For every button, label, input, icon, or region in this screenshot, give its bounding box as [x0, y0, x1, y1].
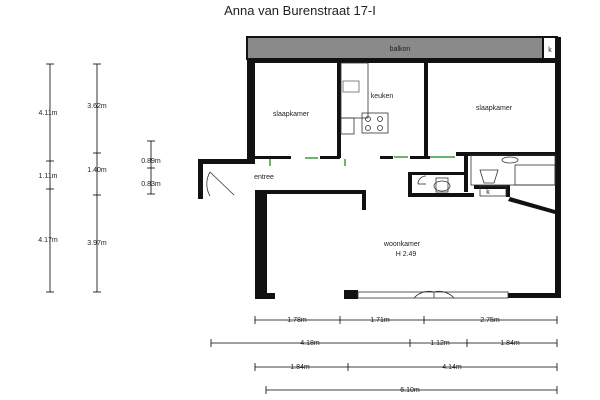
diagonal-wall	[508, 197, 555, 214]
room-label-entree: entree	[254, 174, 274, 181]
inner-walls	[255, 59, 556, 210]
room-label-balkon: balkon	[389, 46, 411, 53]
dim-row2-1: 4.18m	[300, 340, 320, 347]
storage-label-top: k	[548, 47, 552, 54]
dim-inner-1: 3.62m	[87, 103, 107, 110]
dim-row1-2: 1.71m	[370, 317, 390, 324]
dim-row3-1: 1.84m	[290, 364, 310, 371]
horizontal-dimension-lines	[211, 316, 557, 394]
dim-inner-2: 1.40m	[87, 167, 107, 174]
dim-row1-3: 2.75m	[480, 317, 500, 324]
dim-inner-3: 3.97m	[87, 240, 107, 247]
room-label-slaapkamer-left: slaapkamer	[272, 111, 310, 118]
dim-small-2: 0.83m	[141, 181, 161, 188]
outer-walls	[198, 37, 561, 299]
room-label-keuken: keuken	[370, 93, 394, 100]
vertical-dimension-inner	[93, 64, 101, 292]
dim-row3-2: 4.14m	[442, 364, 462, 371]
room-label-woonkamer: woonkamer	[383, 241, 421, 248]
room-height-label: H 2.49	[395, 251, 417, 258]
dim-outer-3: 4.17m	[38, 237, 58, 244]
dim-row2-2: 1.12m	[430, 340, 450, 347]
woonkamer-windows	[358, 291, 508, 298]
dim-row4-1: 6.10m	[400, 387, 420, 394]
storage-label-bottom: k	[486, 189, 490, 196]
dim-row2-3: 1.84m	[500, 340, 520, 347]
room-label-slaapkamer-right: slaapkamer	[475, 105, 513, 112]
dim-row1-1: 1.78m	[287, 317, 307, 324]
dim-outer-2: 1.11m	[38, 173, 58, 180]
dim-outer-1: 4.11m	[38, 110, 58, 117]
plan-title: Anna van Burenstraat 17-I	[224, 3, 376, 18]
entree-door	[207, 172, 234, 196]
dim-small-1: 0.89m	[141, 158, 161, 165]
